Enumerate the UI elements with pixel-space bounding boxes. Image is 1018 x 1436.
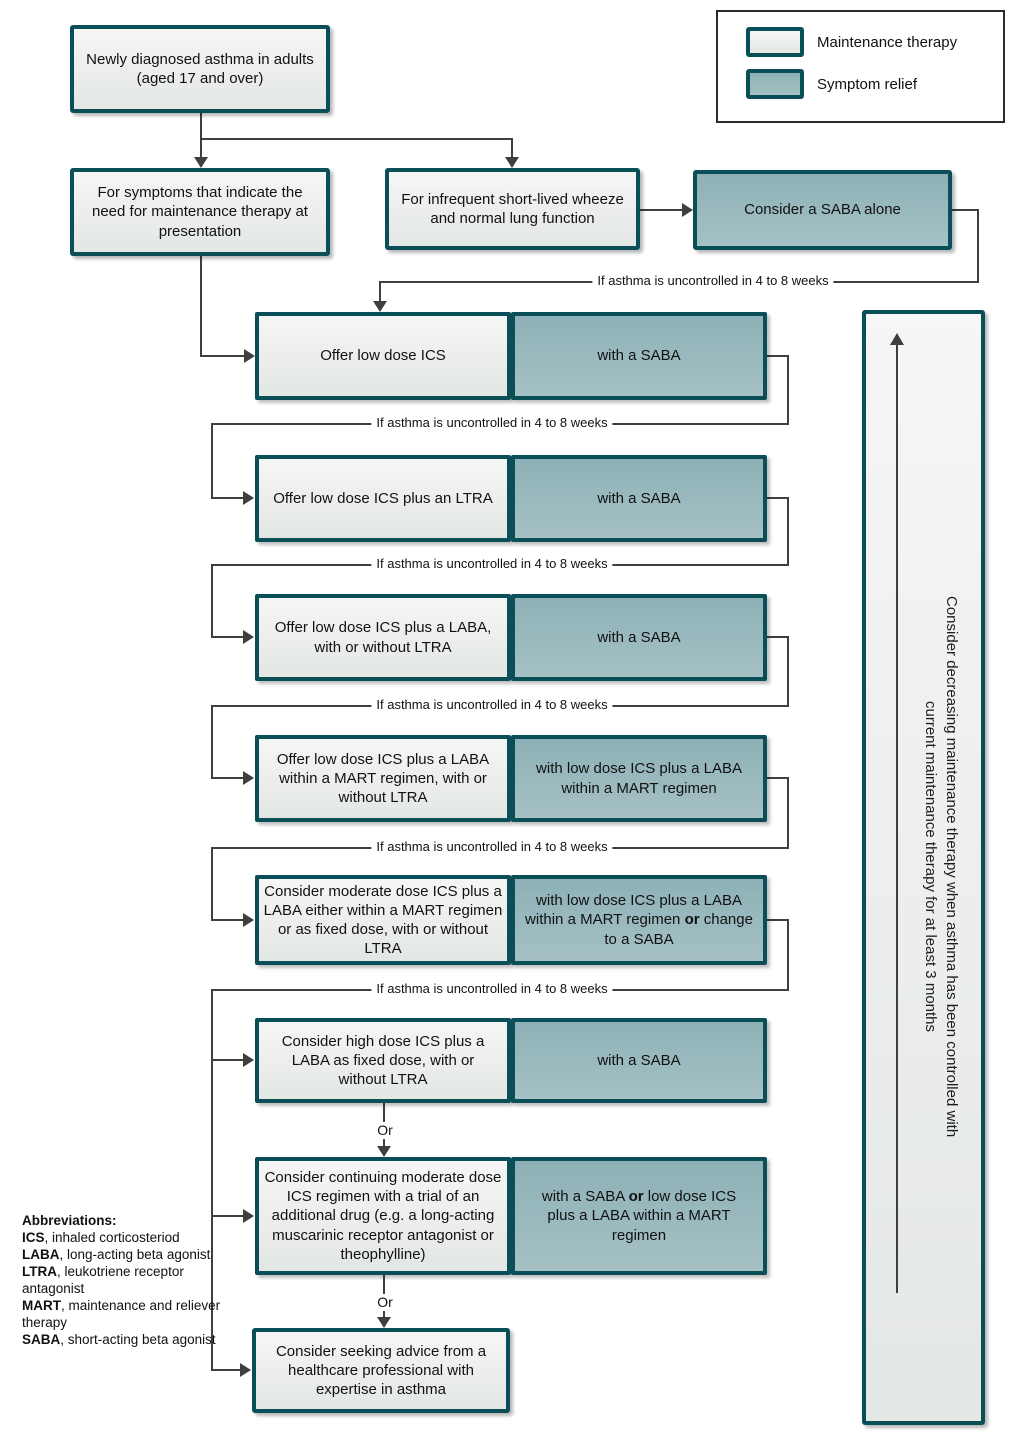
arrowhead-right-icon xyxy=(243,630,254,644)
arrowhead-right-icon xyxy=(243,771,254,785)
connector-line xyxy=(211,636,245,638)
legend-swatch-maintenance xyxy=(746,27,804,57)
node-infrequent-branch: For infrequent short-lived wheeze and normal lung function xyxy=(385,168,640,250)
abbreviations xyxy=(22,1212,224,1348)
connector-line xyxy=(977,209,979,283)
legend-label: Maintenance therapy xyxy=(817,33,958,51)
connector-line xyxy=(379,281,381,302)
connector-line xyxy=(211,423,213,499)
abbreviation-item: MART, maintenance and reliever therapy xyxy=(22,1298,221,1330)
relief-cell: with low dose ICS plus a LABA within a MART regimen xyxy=(511,735,767,822)
connector-line xyxy=(952,209,979,211)
step-down-text-line: current maintenance therapy for at least 3 months xyxy=(922,701,939,1033)
connector-label-uncontrolled: If asthma is uncontrolled in 4 to 8 weeks xyxy=(371,556,612,571)
step-down-arrow-line xyxy=(896,345,898,1293)
arrowhead-down-icon xyxy=(373,301,387,312)
abbreviation-item: SABA, short-acting beta agonist xyxy=(22,1332,216,1347)
arrowhead-up-icon xyxy=(890,333,904,345)
arrowhead-right-icon xyxy=(243,1209,254,1223)
connector-label-uncontrolled: If asthma is uncontrolled in 4 to 8 weeks xyxy=(371,697,612,712)
step-row-6 xyxy=(255,1018,767,1103)
maintenance-cell: Consider continuing moderate dose ICS regimen with a trial of an additional drug (e.g. a long-acting muscarinic receptor antagonist or theophylline) xyxy=(255,1157,511,1275)
step-row-4 xyxy=(255,735,767,822)
arrowhead-right-icon xyxy=(682,203,693,217)
connector-line xyxy=(200,113,202,160)
relief-text: with low dose ICS plus a LABA within a MART regimen or change to a SABA xyxy=(525,892,753,948)
legend-label: Symptom relief xyxy=(817,75,918,93)
maintenance-cell: Offer low dose ICS plus a LABA, with or without LTRA xyxy=(255,594,511,681)
maintenance-cell: Offer low dose ICS xyxy=(255,312,511,400)
connector-line xyxy=(211,1369,242,1371)
arrowhead-right-icon xyxy=(240,1363,251,1377)
connector-line xyxy=(211,1059,245,1061)
arrowhead-right-icon xyxy=(244,349,255,363)
connector-line xyxy=(383,1275,385,1296)
legend-swatch-relief xyxy=(746,69,804,99)
relief-cell: with a SABA xyxy=(511,1018,767,1103)
connector-line xyxy=(200,256,202,357)
connector-label-uncontrolled: If asthma is uncontrolled in 4 to 8 weeks xyxy=(371,415,612,430)
connector-label-or: Or xyxy=(374,1294,396,1310)
connector-label-or: Or xyxy=(374,1122,396,1138)
connector-line xyxy=(200,355,245,357)
step-down-text xyxy=(916,312,962,1422)
legend xyxy=(716,10,1005,123)
maintenance-cell: Offer low dose ICS plus an LTRA xyxy=(255,455,511,542)
connector-line xyxy=(787,636,789,707)
arrowhead-right-icon xyxy=(243,491,254,505)
arrowhead-down-icon xyxy=(194,157,208,168)
maintenance-cell: Offer low dose ICS plus a LABA within a MART regimen, with or without LTRA xyxy=(255,735,511,822)
arrowhead-down-icon xyxy=(505,157,519,168)
connector-line xyxy=(511,140,513,158)
relief-cell: with a SABA xyxy=(511,594,767,681)
connector-line xyxy=(211,564,213,638)
step-row-1 xyxy=(255,312,767,400)
step-row-2 xyxy=(255,455,767,542)
node-saba-alone: Consider a SABA alone xyxy=(693,170,952,250)
connector-line xyxy=(787,919,789,991)
connector-line xyxy=(211,919,245,921)
relief-text: with a SABA or low dose ICS plus a LABA within a MART regimen xyxy=(541,1188,737,1244)
maintenance-cell: Consider high dose ICS plus a LABA as fixed dose, with or without LTRA xyxy=(255,1018,511,1103)
abbreviations-title: Abbreviations: xyxy=(22,1213,117,1228)
connector-line xyxy=(211,497,245,499)
connector-line xyxy=(200,138,513,140)
connector-line xyxy=(787,355,789,425)
arrowhead-down-icon xyxy=(377,1317,391,1328)
step-row-5 xyxy=(255,875,767,965)
step-down-text-line: Consider decreasing maintenance therapy when asthma has been controlled with xyxy=(943,596,960,1138)
abbreviation-item: LABA, long-acting beta agonist xyxy=(22,1247,211,1262)
connector-line xyxy=(787,497,789,566)
node-seek-advice: Consider seeking advice from a healthcare professional with expertise in asthma xyxy=(252,1328,510,1413)
connector-line xyxy=(211,847,213,921)
node-start: Newly diagnosed asthma in adults (aged 17 and over) xyxy=(70,25,330,113)
arrowhead-down-icon xyxy=(377,1146,391,1157)
connector-line xyxy=(383,1139,385,1146)
relief-cell xyxy=(511,875,767,965)
abbreviation-item: ICS, inhaled corticosteriod xyxy=(22,1230,180,1245)
connector-line xyxy=(787,777,789,849)
connector-label-uncontrolled: If asthma is uncontrolled in 4 to 8 weeks xyxy=(371,981,612,996)
maintenance-cell: Consider moderate dose ICS plus a LABA either within a MART regimen or as fixed dose, with or without LTRA xyxy=(255,875,511,965)
connector-line xyxy=(211,705,213,779)
relief-cell: with a SABA xyxy=(511,455,767,542)
arrowhead-right-icon xyxy=(243,1053,254,1067)
connector-line xyxy=(211,777,245,779)
abbreviation-item: LTRA, leukotriene receptor antagonist xyxy=(22,1264,184,1296)
step-row-3 xyxy=(255,594,767,681)
relief-cell: with a SABA xyxy=(511,312,767,400)
step-row-7 xyxy=(255,1157,767,1275)
connector-label-uncontrolled: If asthma is uncontrolled in 4 to 8 weeks xyxy=(371,839,612,854)
connector-line xyxy=(640,209,684,211)
connector-line xyxy=(383,1103,385,1124)
node-maintenance-branch: For symptoms that indicate the need for maintenance therapy at presentation xyxy=(70,168,330,256)
relief-cell xyxy=(511,1157,767,1275)
legend-item-relief xyxy=(746,69,1003,99)
connector-label-uncontrolled: If asthma is uncontrolled in 4 to 8 weeks xyxy=(592,273,833,288)
arrowhead-right-icon xyxy=(243,913,254,927)
legend-item-maintenance xyxy=(746,27,1003,57)
